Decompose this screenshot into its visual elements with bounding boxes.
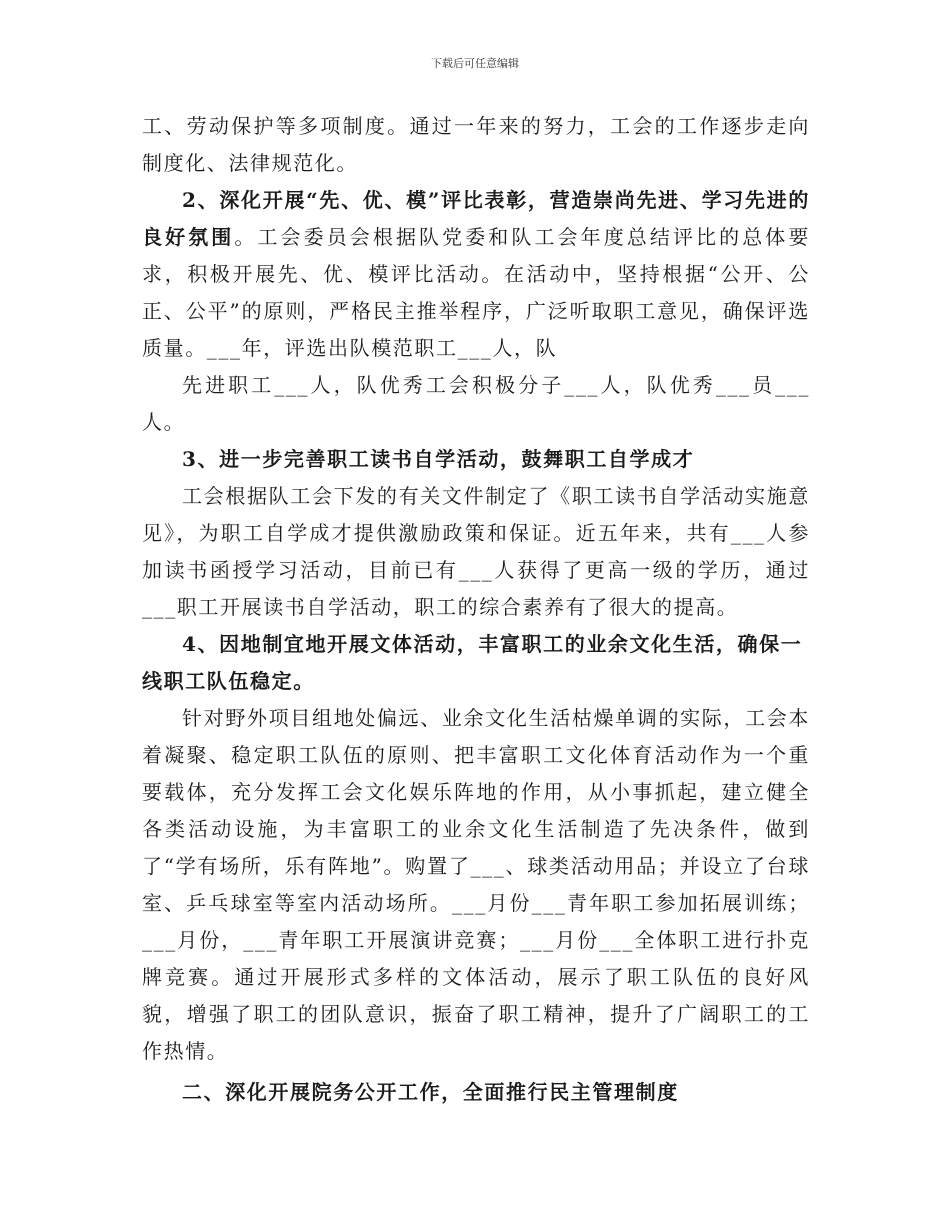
- section-4-heading: 4、因地制宜地开展文体活动，丰富职工的业余文化生活，确保一线职工队伍稳定。: [142, 632, 803, 693]
- section-3-text: 工会根据队工会下发的有关文件制定了《职工读书自学活动实施意见》，为职工自学成才提供激励政策和保证。近五年来，共有___人参加读书函授学习活动，目前已有___人获得了更高一级的学历，通过___职工开展读书自学活动，职工的综合素养有了很大的提高。: [142, 484, 810, 619]
- section-2-heading-end: 。: [234, 225, 258, 249]
- section-3-heading: 3、进一步完善职工读书自学活动，鼓舞职工自学成才: [182, 447, 695, 471]
- document-body: [142, 108, 810, 1111]
- page-header-note: 下载后可任意编辑: [431, 57, 519, 70]
- paragraph-labor-protection: 工、劳动保护等多项制度。通过一年来的努力，工会的工作逐步走向制度化、法律规范化。: [142, 114, 810, 175]
- section-4-text: 针对野外项目组地处偏远、业余文化生活枯燥单调的实际，工会本着凝聚、稳定职工队伍的原则、把丰富职工文化体育活动作为一个重要载体，充分发挥工会文化娱乐阵地的作用，从小事抓起，建立健全各类活动设施，为丰富职工的业余文化生活制造了先决条件，做到了“学有场所，乐有阵地”。购置了___、球类活动用品；并设立了台球室、乒乓球室等室内活动场所。___月份___青年职工参加拓展训练；___月份，___青年职工开展演讲竞赛；___月份___全体职工进行扑克牌竞赛。通过开展形式多样的文体活动，展示了职工队伍的良好风貌，增强了职工的团队意识，振奋了职工精神，提升了广阔职工的工作热情。: [142, 706, 810, 1063]
- section-2-text-continued: 先进职工___人，队优秀工会积极分子___人，队优秀___员___人。: [142, 373, 810, 434]
- chapter-2-heading: 二、深化开展院务公开工作，全面推行民主管理制度: [182, 1080, 679, 1104]
- section-2-heading: 2、深化开展“先、优、模”评比表彰，营造崇尚先进、学习先进的良好氛围: [142, 188, 810, 249]
- section-2-text: 工会委员会根据队党委和队工会年度总结评比的总体要求，积极开展先、优、模评比活动。在活动中，坚持根据“公开、公正、公平”的原则，严格民主推举程序，广泛听取职工意见，确保评选质量。___年，评选出队模范职工___人，队: [142, 225, 810, 360]
- section-2-paragraph: [142, 182, 810, 367]
